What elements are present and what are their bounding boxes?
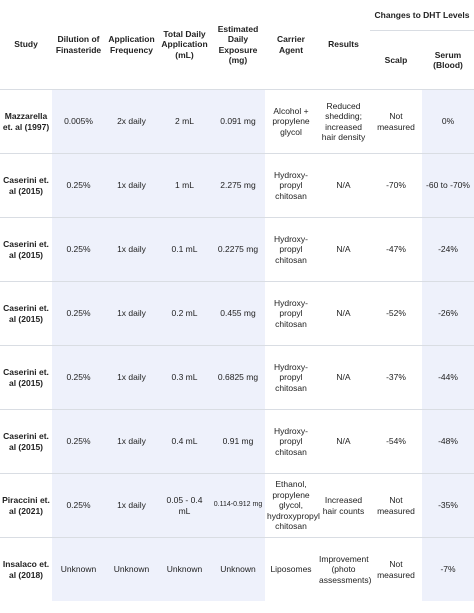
table-row	[0, 474, 474, 538]
header-dilution: Dilution of Finasteride	[52, 0, 105, 90]
cell-total: 0.05 - 0.4 mL	[158, 474, 211, 538]
cell-exposure: 0.114-0.912 mg	[211, 474, 265, 538]
cell-results: Increased hair counts	[317, 474, 370, 538]
header-exposure: Estimated Daily Exposure (mg)	[211, 0, 265, 90]
table-row	[0, 538, 474, 602]
cell-exposure: 0.091 mg	[211, 90, 265, 154]
cell-exposure: 2.275 mg	[211, 154, 265, 218]
cell-frequency: Unknown	[105, 538, 158, 602]
cell-scalp: Not measured	[370, 538, 422, 602]
cell-scalp: -47%	[370, 218, 422, 282]
cell-frequency: 1x daily	[105, 410, 158, 474]
cell-results: N/A	[317, 410, 370, 474]
header-frequency: Application Frequency	[105, 0, 158, 90]
cell-frequency: 1x daily	[105, 154, 158, 218]
cell-carrier: Hydroxy-propyl chitosan	[265, 154, 317, 218]
cell-total: 0.2 mL	[158, 282, 211, 346]
table-row	[0, 90, 474, 154]
cell-frequency: 1x daily	[105, 474, 158, 538]
table-row	[0, 410, 474, 474]
cell-exposure: 0.2275 mg	[211, 218, 265, 282]
cell-serum: -60 to -70%	[422, 154, 474, 218]
header-results: Results	[317, 0, 370, 90]
cell-carrier: Hydroxy-propyl chitosan	[265, 218, 317, 282]
cell-carrier: Ethanol, propylene glycol, hydroxypropyl chitosan	[265, 474, 317, 538]
cell-scalp: -37%	[370, 346, 422, 410]
cell-total: Unknown	[158, 538, 211, 602]
cell-frequency: 1x daily	[105, 218, 158, 282]
cell-dilution: 0.25%	[52, 474, 105, 538]
cell-total: 1 mL	[158, 154, 211, 218]
header-total-daily: Total Daily Application (mL)	[158, 0, 211, 90]
cell-scalp: -70%	[370, 154, 422, 218]
cell-study: Caserini et. al (2015)	[0, 346, 52, 410]
cell-exposure: 0.91 mg	[211, 410, 265, 474]
cell-study: Caserini et. al (2015)	[0, 282, 52, 346]
table-row	[0, 282, 474, 346]
cell-exposure: 0.6825 mg	[211, 346, 265, 410]
cell-study: Caserini et. al (2015)	[0, 410, 52, 474]
cell-serum: -7%	[422, 538, 474, 602]
cell-study: Insalaco et. al (2018)	[0, 538, 52, 602]
cell-total: 0.3 mL	[158, 346, 211, 410]
cell-frequency: 2x daily	[105, 90, 158, 154]
cell-frequency: 1x daily	[105, 346, 158, 410]
cell-serum: 0%	[422, 90, 474, 154]
cell-carrier: Hydroxy-propyl chitosan	[265, 410, 317, 474]
cell-serum: -48%	[422, 410, 474, 474]
cell-dilution: Unknown	[52, 538, 105, 602]
cell-dilution: 0.25%	[52, 410, 105, 474]
header-serum: Serum (Blood)	[422, 31, 474, 90]
cell-dilution: 0.25%	[52, 346, 105, 410]
header-carrier: Carrier Agent	[265, 0, 317, 90]
cell-exposure: 0.455 mg	[211, 282, 265, 346]
cell-results: N/A	[317, 346, 370, 410]
table-row	[0, 154, 474, 218]
header-dht-group: Changes to DHT Levels	[370, 0, 474, 31]
header-scalp: Scalp	[370, 31, 422, 90]
cell-scalp: -54%	[370, 410, 422, 474]
cell-carrier: Liposomes	[265, 538, 317, 602]
cell-study: Mazzarella et. al (1997)	[0, 90, 52, 154]
cell-study: Caserini et. al (2015)	[0, 218, 52, 282]
cell-results: N/A	[317, 218, 370, 282]
cell-dilution: 0.25%	[52, 282, 105, 346]
table-row	[0, 346, 474, 410]
table-row	[0, 218, 474, 282]
cell-scalp: -52%	[370, 282, 422, 346]
cell-results: N/A	[317, 282, 370, 346]
cell-serum: -24%	[422, 218, 474, 282]
cell-carrier: Hydroxy-propyl chitosan	[265, 346, 317, 410]
cell-frequency: 1x daily	[105, 282, 158, 346]
cell-results: Reduced shedding; increased hair density	[317, 90, 370, 154]
cell-dilution: 0.25%	[52, 218, 105, 282]
cell-results: Improvement (photo assessments)	[317, 538, 370, 602]
cell-study: Piraccini et. al (2021)	[0, 474, 52, 538]
cell-dilution: 0.25%	[52, 154, 105, 218]
cell-serum: -26%	[422, 282, 474, 346]
cell-scalp: Not measured	[370, 474, 422, 538]
cell-total: 2 mL	[158, 90, 211, 154]
cell-scalp: Not measured	[370, 90, 422, 154]
cell-results: N/A	[317, 154, 370, 218]
table-body	[0, 90, 474, 602]
cell-serum: -44%	[422, 346, 474, 410]
cell-exposure: Unknown	[211, 538, 265, 602]
cell-serum: -35%	[422, 474, 474, 538]
cell-total: 0.4 mL	[158, 410, 211, 474]
cell-dilution: 0.005%	[52, 90, 105, 154]
cell-total: 0.1 mL	[158, 218, 211, 282]
cell-study: Caserini et. al (2015)	[0, 154, 52, 218]
cell-carrier: Hydroxy-propyl chitosan	[265, 282, 317, 346]
header-study: Study	[0, 0, 52, 90]
cell-carrier: Alcohol + propylene glycol	[265, 90, 317, 154]
